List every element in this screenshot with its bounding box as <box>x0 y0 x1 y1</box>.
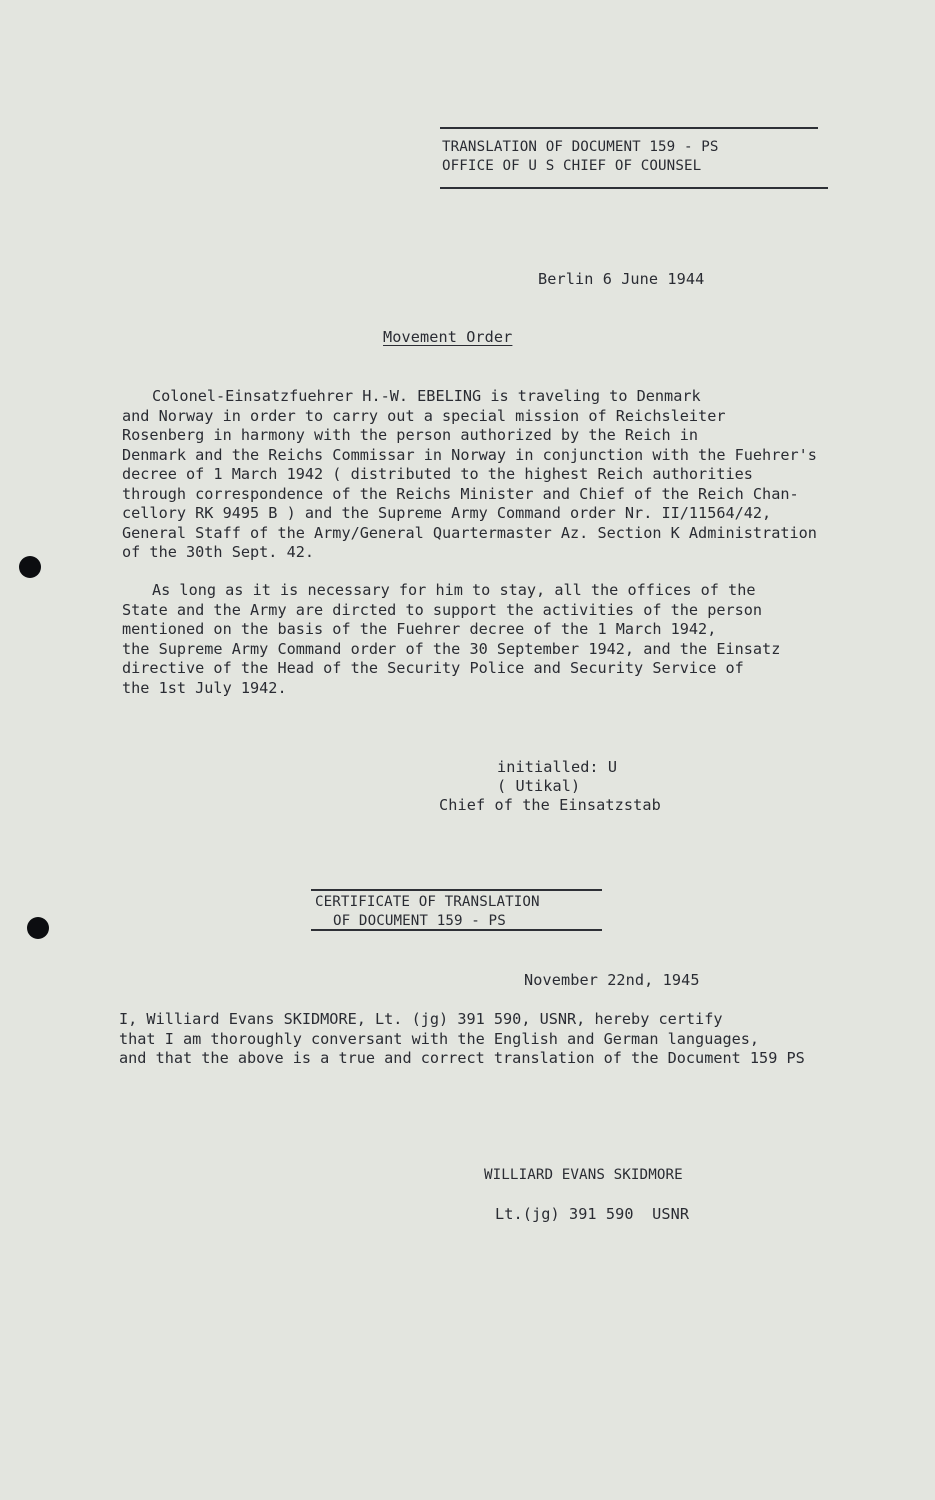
certificate-rule-top <box>311 889 602 891</box>
certificate-title: CERTIFICATE OF TRANSLATION <box>315 894 540 910</box>
paragraph-line: decree of 1 March 1942 ( distributed to the highest Reich authorities <box>122 465 753 483</box>
document-title: Movement Order <box>383 328 513 346</box>
certificate-line: I, Williard Evans SKIDMORE, Lt. (jg) 391 590, USNR, hereby certify <box>119 1010 723 1028</box>
paragraph-line: the Supreme Army Command order of the 30 September 1942, and the Einsatz <box>122 639 781 658</box>
certificate-signer: WILLIARD EVANS SKIDMORE <box>484 1167 683 1183</box>
paragraph-line: As long as it is necessary for him to stay, all the offices of the <box>152 581 756 599</box>
signature-initialled: initialled: U <box>497 758 618 776</box>
certificate-line: that I am thoroughly conversant with the English and German languages, <box>119 1029 760 1048</box>
date-line: Berlin 6 June 1944 <box>538 270 705 288</box>
paragraph-line: General Staff of the Army/General Quartermaster Az. Section K Administration <box>122 523 817 542</box>
paragraph-line: the 1st July 1942. <box>122 678 287 697</box>
paragraph-line: State and the Army are dircted to support the activities of the person <box>122 600 763 619</box>
certificate-line: and that the above is a true and correct translation of the Document 159 PS <box>119 1049 805 1067</box>
paragraph-line: through correspondence of the Reichs Minister and Chief of the Reich Chan- <box>122 484 799 503</box>
certificate-document: OF DOCUMENT 159 - PS <box>333 913 506 929</box>
paragraph-line: Colonel-Einsatzfuehrer H.-W. EBELING is traveling to Denmark <box>152 387 701 405</box>
paragraph-2 <box>122 581 780 698</box>
punch-hole-lower <box>27 917 49 939</box>
signature-role: Chief of the Einsatzstab <box>439 796 661 814</box>
paragraph-1 <box>122 387 817 563</box>
certificate-rank: Lt.(jg) 391 590 USNR <box>495 1205 690 1223</box>
paragraph-line: mentioned on the basis of the Fuehrer decree of the 1 March 1942, <box>122 620 717 638</box>
certificate-date: November 22nd, 1945 <box>524 971 700 989</box>
paragraph-line: directive of the Head of the Security Police and Security Service of <box>122 659 744 677</box>
paragraph-line: and Norway in order to carry out a special mission of Reichsleiter <box>122 406 726 425</box>
header-office: OFFICE OF U S CHIEF OF COUNSEL <box>442 158 702 174</box>
paragraph-line: Rosenberg in harmony with the person authorized by the Reich in <box>122 426 699 444</box>
paragraph-line: cellory RK 9495 B ) and the Supreme Army Command order Nr. II/11564/42, <box>122 504 772 522</box>
header-rule-top <box>440 127 818 129</box>
punch-hole-upper <box>19 556 41 578</box>
certificate-body <box>119 1010 805 1069</box>
header-rule-bottom <box>440 187 828 189</box>
paragraph-line: Denmark and the Reichs Commissar in Norway in conjunction with the Fuehrer's <box>122 445 817 464</box>
signature-name: ( Utikal) <box>497 777 581 795</box>
certificate-rule-bottom <box>311 929 602 931</box>
paragraph-line: of the 30th Sept. 42. <box>122 543 315 561</box>
header-title: TRANSLATION OF DOCUMENT 159 - PS <box>442 139 719 155</box>
